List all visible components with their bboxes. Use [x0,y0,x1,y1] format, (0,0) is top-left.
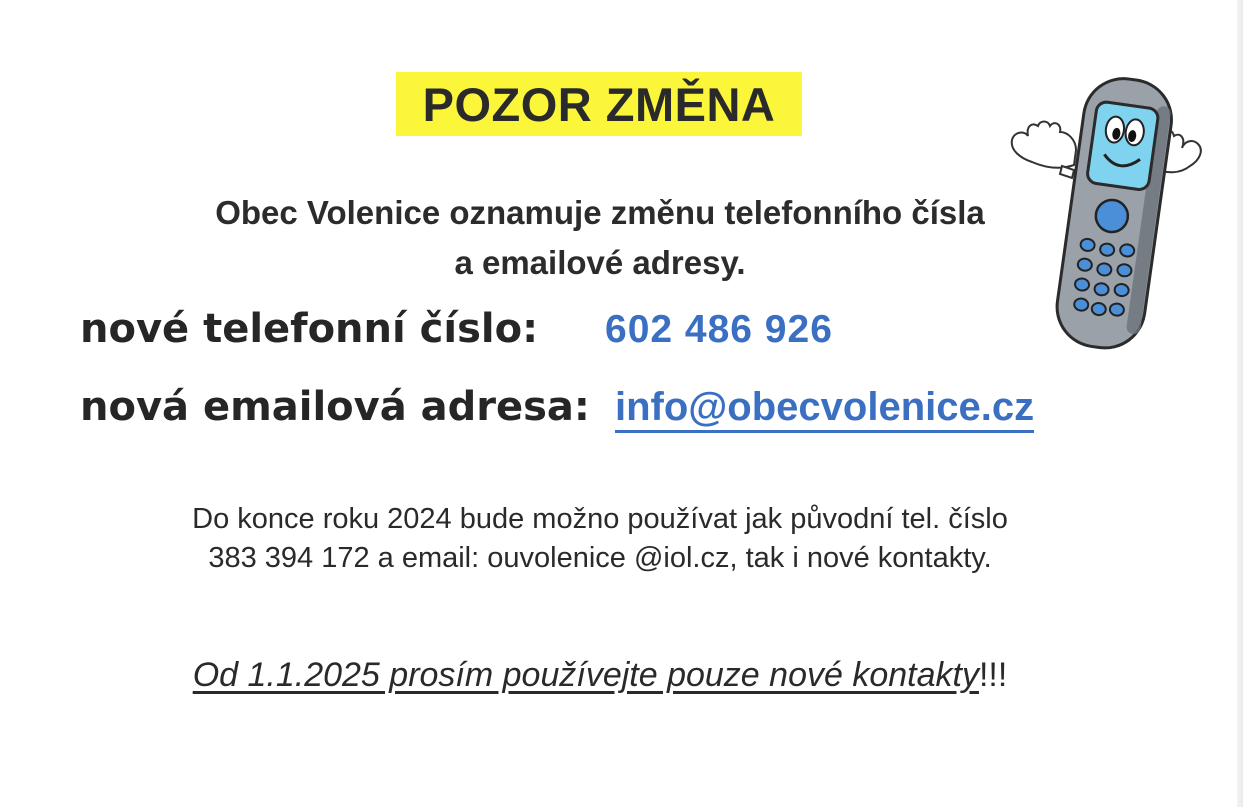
page-edge [1237,0,1243,807]
announcement-line-2: a emailové adresy. [454,244,746,281]
headline-text: POZOR ZMĚNA [422,77,776,131]
new-phone-label: nové telefonní číslo: [80,306,539,352]
deadline-text: Od 1.1.2025 prosím používejte pouze nové kontakty [192,656,979,694]
cartoon-mobile-phone-icon [1002,70,1206,358]
headline-banner [396,72,802,136]
transition-note-line-1: Do konce roku 2024 bude možno používat jak původní tel. číslo [192,503,1008,535]
announcement [120,188,1080,288]
transition-note-line-2: 383 394 172 a email: ouvolenice @iol.cz, tak i nové kontakty. [208,542,992,574]
deadline-notice [100,656,1100,695]
left-hand-icon [1012,122,1076,179]
transition-note [100,500,1100,578]
deadline-exclamation: !!! [978,656,1008,694]
new-phone-number[interactable]: 602 486 926 [605,308,833,351]
new-email-label: nová emailová adresa: [80,384,590,430]
phone-body [1052,73,1177,353]
announcement-line-1: Obec Volenice oznamuje změnu telefonního čísla [215,194,985,231]
new-email-link[interactable]: info@obecvolenice.cz [615,384,1034,433]
